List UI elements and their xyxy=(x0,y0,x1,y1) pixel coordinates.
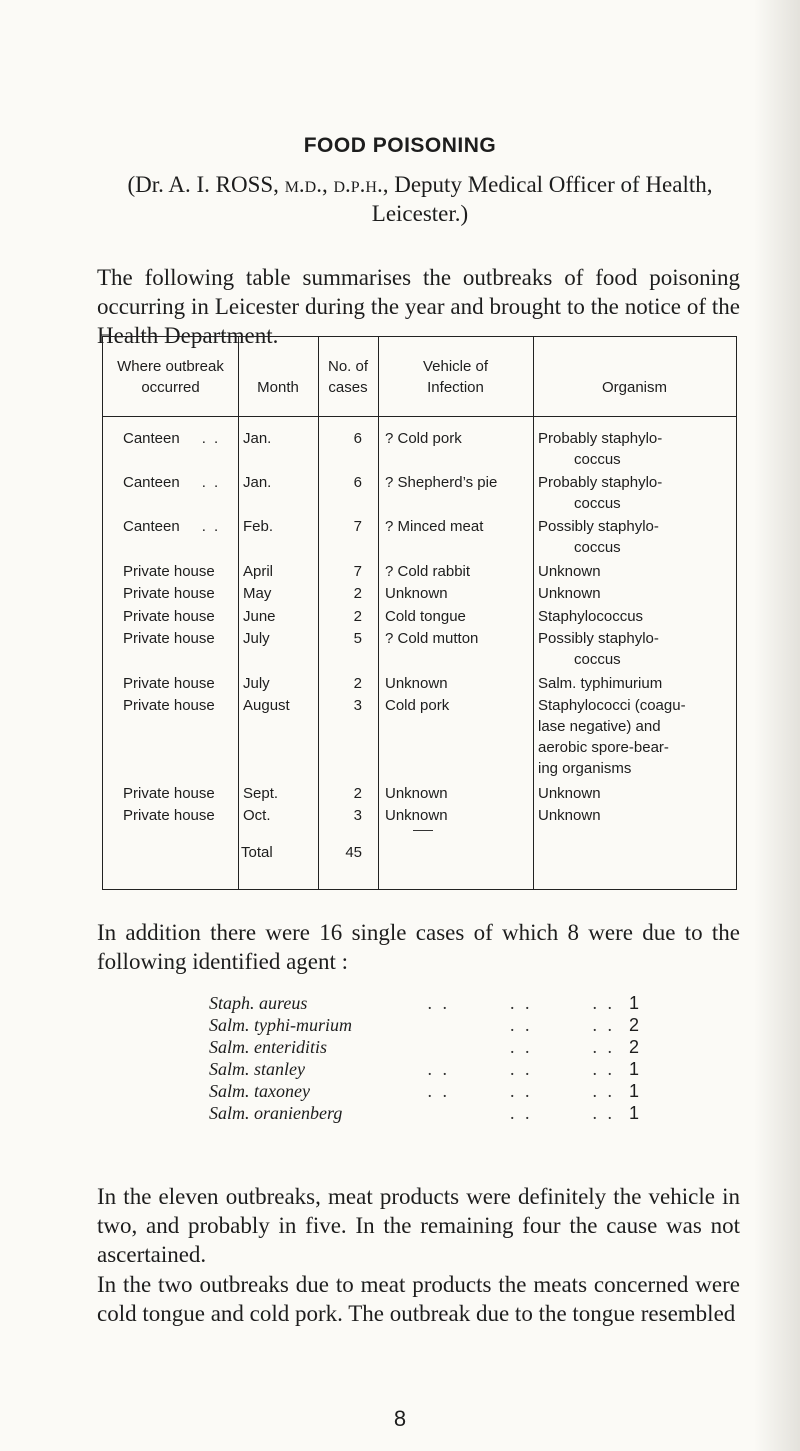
cell-vehicle: Cold tongue xyxy=(385,607,466,625)
header-where: Where outbreak occurred xyxy=(117,358,224,396)
where-text: Private house xyxy=(123,697,215,715)
organism-line: Staphylococcus xyxy=(538,607,644,625)
cell-month: Sept. xyxy=(243,784,279,802)
where-text: Canteen xyxy=(123,430,180,447)
cell-vehicle: ? Cold rabbit xyxy=(385,562,471,580)
header-month: Month xyxy=(257,379,299,396)
agent-name: Salm. stanley xyxy=(209,1059,305,1079)
organism-line: Unknown xyxy=(538,585,601,603)
leader-dots: . . xyxy=(201,518,221,536)
byline-name: (Dr. A. I. ROSS, xyxy=(127,172,279,197)
cell-vehicle: Cold pork xyxy=(385,697,450,715)
cell-cases: 7 xyxy=(353,562,362,580)
where-text: Private house xyxy=(123,607,215,625)
cell-where xyxy=(123,561,215,582)
total-label: Total xyxy=(241,844,273,861)
cell-month: August xyxy=(243,697,290,715)
table-column-divider xyxy=(238,337,239,889)
cell-organism xyxy=(538,428,662,470)
organism-line: Unknown xyxy=(538,562,601,580)
byline-qualification-md: m.d., xyxy=(284,172,328,197)
table-column-divider xyxy=(378,337,379,889)
cell-cases: 3 xyxy=(353,807,362,825)
cell-month: July xyxy=(243,630,270,648)
cell-where xyxy=(123,516,220,537)
leader-dots: . . . . . . xyxy=(427,1081,615,1101)
organism-line: coccus xyxy=(574,651,621,669)
addition-paragraph: In addition there were 16 single cases of which 8 were due to the following identified agent : xyxy=(97,920,740,974)
cell-vehicle: ? Shepherd’s pie xyxy=(385,474,498,492)
cell-where xyxy=(123,606,215,627)
agent-row xyxy=(209,1080,639,1102)
agent-count: 1 xyxy=(628,1103,639,1123)
cell-vehicle: Unknown xyxy=(385,784,448,802)
cell-cases: 7 xyxy=(353,518,362,536)
leader-dots: . . . . xyxy=(510,1037,615,1057)
cell-where xyxy=(123,472,220,493)
cell-vehicle: ? Cold pork xyxy=(385,430,462,447)
cell-month: Jan. xyxy=(243,430,272,447)
agent-row xyxy=(209,992,639,1014)
cell-organism xyxy=(538,561,601,582)
page-title: FOOD POISONING xyxy=(303,134,497,157)
cell-vehicle: Unknown xyxy=(385,585,448,603)
where-text: Private house xyxy=(123,630,215,648)
leader-dots: . . xyxy=(201,430,221,447)
cell-vehicle: Unknown xyxy=(385,674,448,692)
agent-name: Staph. aureus xyxy=(209,993,308,1013)
cell-month: Feb. xyxy=(243,518,274,536)
header-organism: Organism xyxy=(601,379,668,396)
cell-organism xyxy=(538,783,601,804)
cell-vehicle: Unknown xyxy=(385,807,448,825)
leader-dots: . . . . xyxy=(510,1103,615,1123)
cell-organism xyxy=(538,606,643,627)
cell-organism xyxy=(538,695,686,779)
byline-qualification-dph: d.p.h., xyxy=(333,172,389,197)
cell-month: April xyxy=(243,562,274,580)
cell-vehicle: ? Minced meat xyxy=(385,518,484,536)
cell-month: Oct. xyxy=(243,807,271,825)
leader-dots: . . . . . . xyxy=(427,1059,615,1079)
cell-organism xyxy=(538,805,601,826)
where-text: Private house xyxy=(123,585,215,603)
agent-row xyxy=(209,1058,639,1080)
where-text: Canteen xyxy=(123,518,180,536)
organism-line: Salm. typhimurium xyxy=(538,674,663,692)
organism-line: ing organisms xyxy=(538,760,632,778)
organism-line: lase negative) and xyxy=(538,718,661,736)
cell-where xyxy=(123,783,215,804)
agent-count: 2 xyxy=(628,1037,639,1057)
organism-line: Probably staphylo- xyxy=(538,474,663,492)
agent-count: 2 xyxy=(628,1015,639,1035)
cell-month: June xyxy=(243,607,276,625)
cell-organism xyxy=(538,472,662,514)
agent-row xyxy=(209,1102,639,1124)
eleven-outbreaks-paragraph: In the eleven outbreaks, meat products were definitely the vehicle in two, and probably in five. In the remaining four the cause was not ascertained. xyxy=(97,1184,740,1267)
cell-where xyxy=(123,805,215,826)
header-vehicle: Vehicle of Infection xyxy=(422,358,489,396)
organism-line: Unknown xyxy=(538,807,601,825)
organism-line: coccus xyxy=(574,539,621,557)
cell-organism xyxy=(538,583,601,604)
cell-where xyxy=(123,628,215,649)
organism-line: Staphylococci (coagu- xyxy=(538,697,686,715)
cell-organism xyxy=(538,516,659,558)
agent-count: 1 xyxy=(628,993,639,1013)
agent-name: Salm. typhi-murium xyxy=(209,1015,352,1035)
agent-name: Salm. taxoney xyxy=(209,1081,310,1101)
where-text: Private house xyxy=(123,784,215,802)
page-number: 8 xyxy=(393,1406,407,1431)
cell-cases: 3 xyxy=(353,697,362,715)
total-value: 45 xyxy=(345,844,362,861)
byline-role: Deputy Medical Officer of Health, xyxy=(394,172,713,197)
organism-line: Unknown xyxy=(538,784,601,802)
organism-line: Possibly staphylo- xyxy=(538,630,659,648)
cell-vehicle: ? Cold mutton xyxy=(385,630,479,648)
organism-line: coccus xyxy=(574,451,621,468)
page-edge-shadow xyxy=(754,0,800,1451)
agent-row xyxy=(209,1014,639,1036)
organism-line: aerobic spore-bear- xyxy=(538,739,669,757)
agent-name: Salm. oranienberg xyxy=(209,1103,343,1123)
intro-paragraph: The following table summarises the outbreaks of food poisoning occurring in Leicester during the year and brought to the notice of the Health Department. xyxy=(97,265,740,348)
byline-place: Leicester.) xyxy=(371,201,469,226)
cell-month: Jan. xyxy=(243,474,272,492)
cell-cases: 6 xyxy=(353,474,362,492)
cell-month: May xyxy=(243,585,272,603)
organism-line: Probably staphylo- xyxy=(538,430,663,447)
cell-cases: 6 xyxy=(353,430,362,447)
cell-cases: 2 xyxy=(353,674,362,692)
cell-where xyxy=(123,695,215,716)
total-rule xyxy=(413,830,433,831)
where-text: Private house xyxy=(123,807,215,825)
cell-month: July xyxy=(243,674,270,692)
organism-line: Possibly staphylo- xyxy=(538,518,659,536)
where-text: Canteen xyxy=(123,474,180,492)
table-column-divider xyxy=(533,337,534,889)
where-text: Private house xyxy=(123,562,215,580)
leader-dots: . . . . xyxy=(510,1015,615,1035)
agent-row xyxy=(209,1036,639,1058)
leader-dots: . . xyxy=(201,474,221,492)
cell-cases: 2 xyxy=(353,607,362,625)
cell-organism xyxy=(538,673,662,694)
cell-where xyxy=(123,583,215,604)
organism-line: coccus xyxy=(574,495,621,513)
author-byline xyxy=(95,170,745,228)
cell-cases: 2 xyxy=(353,585,362,603)
cell-where xyxy=(123,673,215,694)
agent-count: 1 xyxy=(628,1059,639,1079)
meat-products-paragraph: In the two outbreaks due to meat products the meats concerned were cold tongue and cold pork. The outbreak due to the tongue resembled xyxy=(97,1272,740,1326)
agent-name: Salm. enteriditis xyxy=(209,1037,327,1057)
cell-cases: 2 xyxy=(353,784,362,802)
header-cases: No. of cases xyxy=(327,358,369,396)
cell-cases: 5 xyxy=(353,630,362,648)
leader-dots: . . . . . . xyxy=(427,993,615,1013)
cell-where xyxy=(123,428,220,449)
table-header-rule xyxy=(103,416,736,417)
agents-list xyxy=(209,992,639,1124)
cell-organism xyxy=(538,628,659,670)
where-text: Private house xyxy=(123,674,215,692)
agent-count: 1 xyxy=(628,1081,639,1101)
outbreaks-table xyxy=(102,336,737,890)
